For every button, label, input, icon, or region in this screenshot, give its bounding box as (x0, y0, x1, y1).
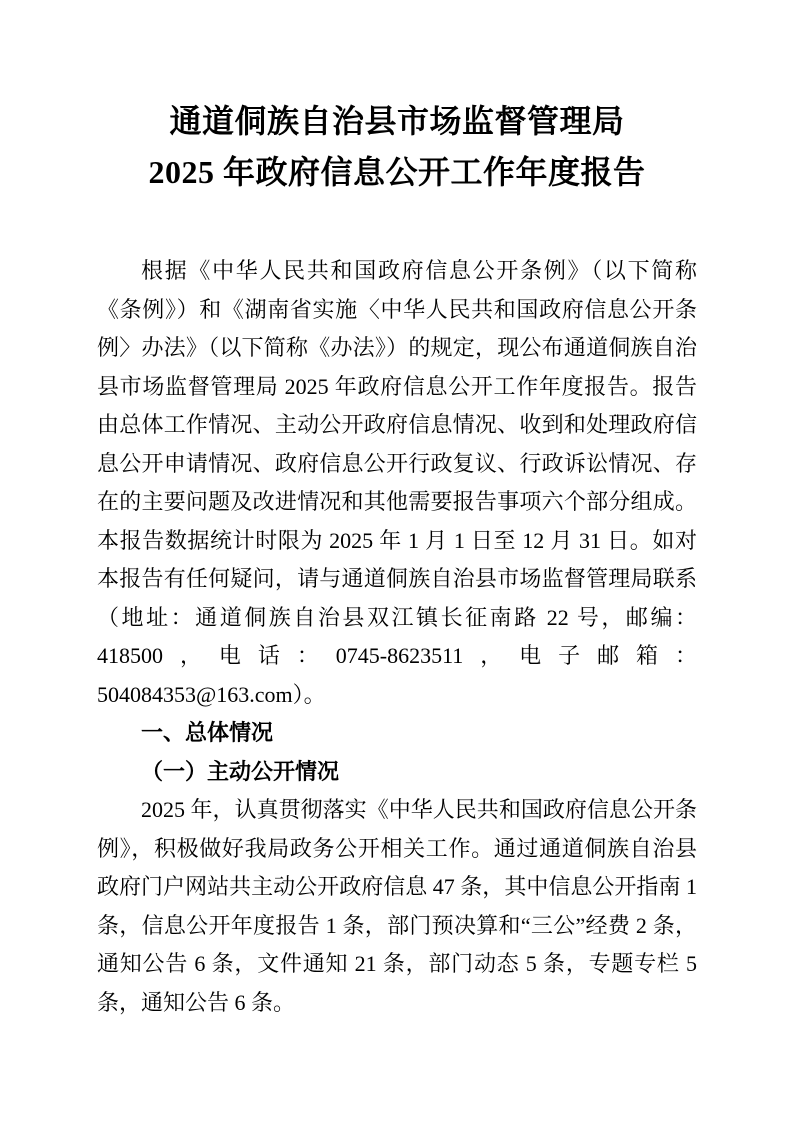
document-title (97, 96, 697, 198)
section-1-heading: 一、总体情况 (141, 720, 274, 745)
document-title-line-2: 2025 年政府信息公开工作年度报告 (148, 154, 646, 190)
intro-paragraph: 根据《中华人民共和国政府信息公开条例》（以下简称《条例》）和《湖南省实施〈中华人民共和国政府信息公开条例〉办法》（以下简称《办法》）的规定，现公布通道侗族自治县市场监督管理局 2025 年政府信息公开工作年度报告。报告由总体工作情况、主动公开政府信息情况、收到和处理政府信息公开申请情况、政府信息公开行政复议、行政诉讼情况、存在的主要问题及改进情况和其他需要报告事项六个部分组成。本报告数据统计时限为 2025 年 1 月 1 日至 12 月 31 日。如对本报告有任何疑问，请与通道侗族自治县市场监督管理局联系（地址：通道侗族自治县双江镇长征南路 22 号，邮编：418500，电话：0745-8623511，电子邮箱：504084353@163.com）。 (97, 258, 697, 707)
section-1-1-paragraph: 2025 年，认真贯彻落实《中华人民共和国政府信息公开条例》，积极做好我局政务公开相关工作。通过通道侗族自治县政府门户网站共主动公开政府信息 47 条，其中信息公开指南 1 条，信息公开年度报告 1 条，部门预决算和“三公”经费 2 条，通知公告 6 条，文件通知 21 条，部门动态 5 条，专题专栏 5 条，通知公告 6 条。 (97, 797, 697, 1015)
document-body (97, 252, 697, 1022)
document-title-line-1: 通道侗族自治县市场监督管理局 (169, 103, 625, 139)
section-1-1-heading: （一）主动公开情况 (141, 758, 340, 784)
